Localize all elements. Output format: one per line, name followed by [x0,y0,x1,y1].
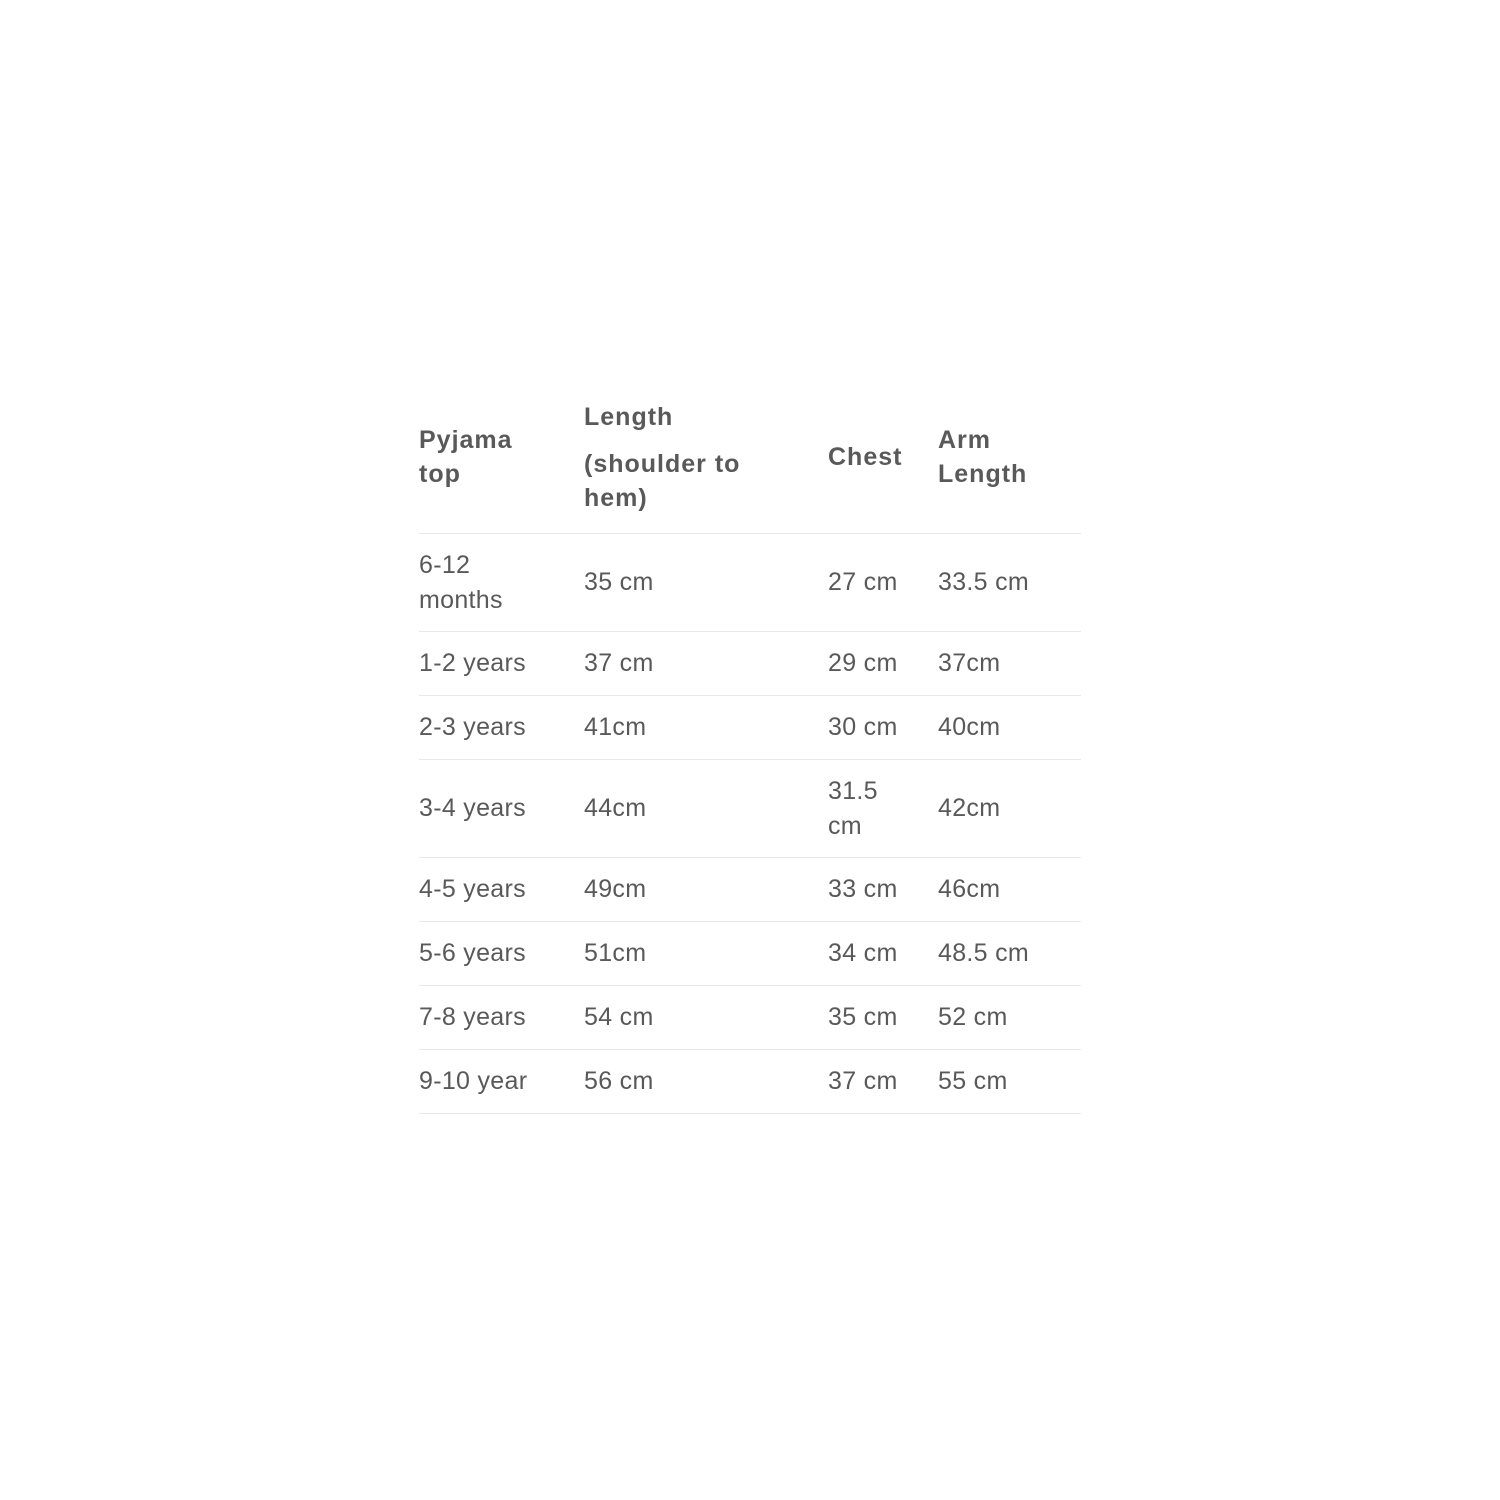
chest-cell: 27 cm [828,534,938,632]
length-cell: 41cm [584,696,828,760]
chest-cell: 34 cm [828,922,938,986]
arm-length-cell: 48.5 cm [938,922,1081,986]
size-cell: 9-10 year [419,1050,584,1114]
arm-length-cell: 46cm [938,858,1081,922]
size-cell: 7-8 years [419,986,584,1050]
table-row [419,696,1081,760]
chest-cell: 31.5 cm [828,760,938,858]
size-cell: 1-2 years [419,632,584,696]
header-length: Length (shoulder to hem) [584,381,828,534]
table-row [419,632,1081,696]
length-cell: 37 cm [584,632,828,696]
length-cell: 49cm [584,858,828,922]
length-cell: 54 cm [584,986,828,1050]
arm-length-cell: 55 cm [938,1050,1081,1114]
chest-cell: 30 cm [828,696,938,760]
header-row [419,381,1081,534]
arm-length-cell: 33.5 cm [938,534,1081,632]
table-header [419,381,1081,534]
header-product: Pyjama top [419,381,584,534]
arm-length-cell: 37cm [938,632,1081,696]
table-row [419,534,1081,632]
table-row [419,858,1081,922]
length-cell: 44cm [584,760,828,858]
chest-cell: 35 cm [828,986,938,1050]
table-row [419,760,1081,858]
length-cell: 35 cm [584,534,828,632]
arm-length-cell: 42cm [938,760,1081,858]
length-cell: 51cm [584,922,828,986]
size-cell: 2-3 years [419,696,584,760]
length-cell: 56 cm [584,1050,828,1114]
size-cell: 3-4 years [419,760,584,858]
header-arm-length: Arm Length [938,381,1081,534]
size-cell: 4-5 years [419,858,584,922]
table-row [419,986,1081,1050]
table-row [419,1050,1081,1114]
arm-length-cell: 52 cm [938,986,1081,1050]
table-row [419,922,1081,986]
chest-cell: 37 cm [828,1050,938,1114]
chest-cell: 33 cm [828,858,938,922]
arm-length-cell: 40cm [938,696,1081,760]
size-cell: 5-6 years [419,922,584,986]
header-chest: Chest [828,381,938,534]
chest-cell: 29 cm [828,632,938,696]
size-cell: 6-12 months [419,534,584,632]
table-body [419,534,1081,1114]
size-chart-table [419,381,1081,1114]
